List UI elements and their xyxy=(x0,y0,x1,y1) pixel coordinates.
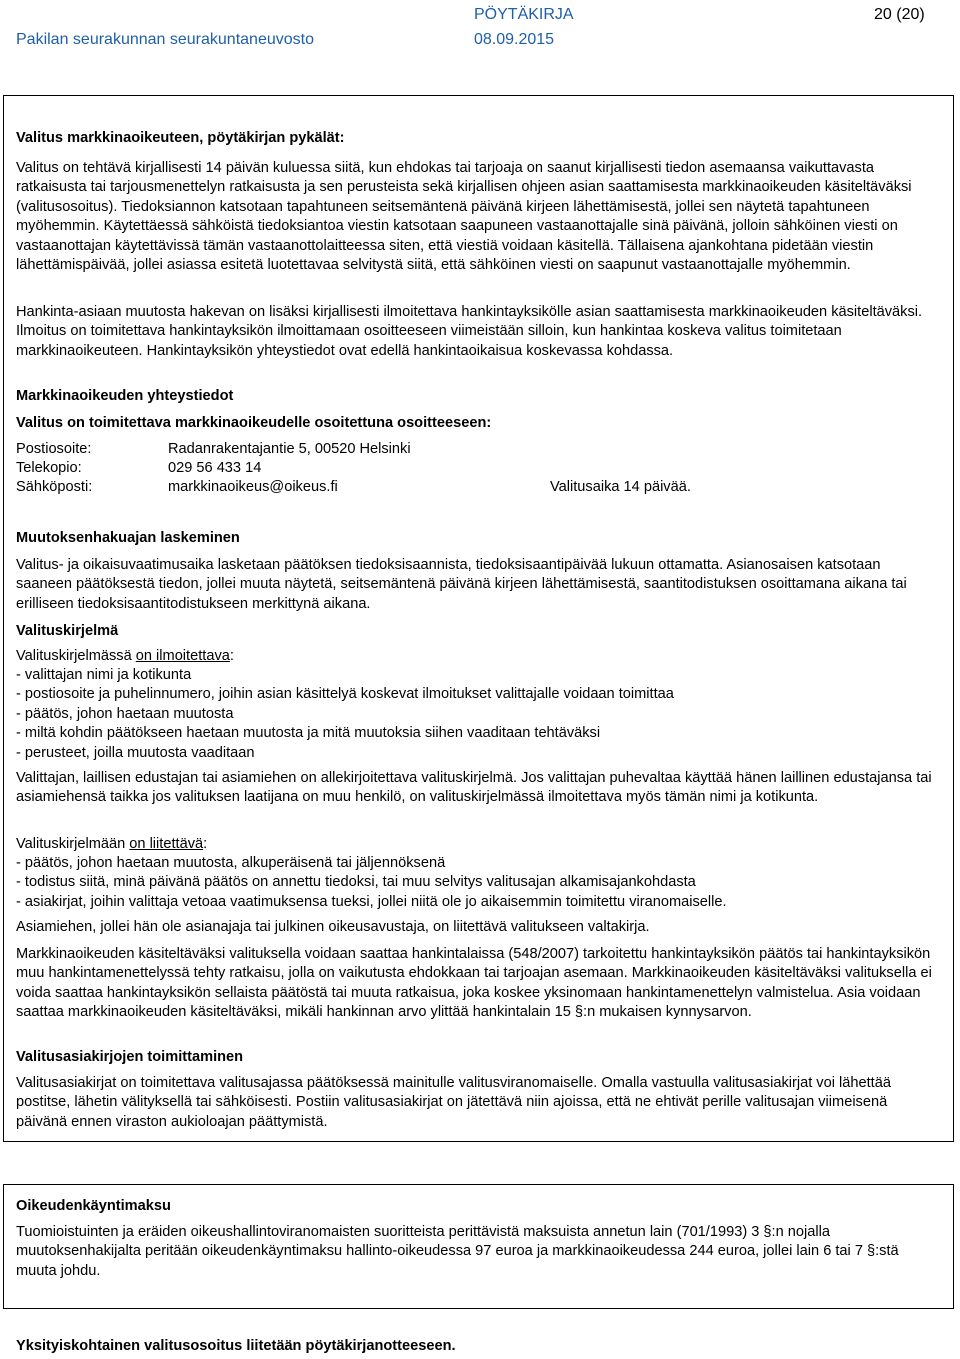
page-number: 20 (20) xyxy=(874,6,925,23)
delivery-paragraph: Valitusasiakirjat on toimitettava valitusajassa päätöksessä mainitulle valitusviranomaiselle. Omalla vastuulla valitusasiakirjat voi lähettää postitse, lähetin välityksellä tai sähköisesti. Postiin valitusasiakirjat on jätettävä niin ajoissa, että ne ehtivät perille valitusajan viimeisenä päivänä ennen viraston aukioloajan päättymistä. xyxy=(16,1075,891,1130)
fee-heading: Oikeudenkäyntimaksu xyxy=(16,1198,171,1214)
appeal-paragraph-1: Valitus on tehtävä kirjallisesti 14 päivän kuluessa siitä, kun ehdokas tai tarjoaja on saanut kirjallisesti tiedon asemaansa vaikuttavasta ratkaisusta tai tarjousmenettelyn ratkaisusta ja sen perusteista sekä kirjallisen ohjeen asian saattamisesta markkinaoikeuden käsiteltäväksi (valitusosoitus). Tiedoksiannon katsotaan tapahtuneen seitsemäntenä päivänä kirjeen lähettämisestä, jollei sen näytetä tapahtuneen myöhemmin. Käytettäessä sähköistä tiedoksiantoa viestin katsotaan saapuneen vastaanottajalle sinä päivänä, jolloin sähköinen viesti on vastaanottajan käytettävissä tämän vastaanottolaitteessa siten, että viestiä voidaan käsitellä. Tällaisena ajankohtana pidetään viestin lähettämispäivää, jollei asiassa esitetä luotettavaa selvitystä siitä, että sähköinen viesti on saapunut vastaanottajalle myöhemmin. xyxy=(16,160,912,274)
appeal-paragraph-2: Hankinta-asiaan muutosta hakevan on lisäksi kirjallisesti ilmoitettava hankintayksikölle asian saattamisesta markkinaoikeuden käsiteltäväksi. Ilmoitus on toimitettava hankintayksikön ilmoittamaan osoitteeseen viimeistään silloin, kun hankintaa koskeva valitus toimitetaan markkinaoikeuteen. Hankintayksikön yhteystiedot ovat edellä hankintaoikaisua koskevassa kohdassa. xyxy=(16,304,923,359)
fax-value: 029 56 433 14 xyxy=(168,460,262,476)
fee-paragraph: Tuomioistuinten ja eräiden oikeushallintoviranomaisten suoritteista perittävistä maksuista annetun lain (701/1993) 3 §:n nojalla muutoksenhakijalta peritään oikeudenkäyntimaksu hallinto-oikeudessa 97 euroa ja markkinaoikeudessa 244 euroa, jollei lain 6 tai 7 §:stä muuta johdu. xyxy=(16,1224,899,1279)
letter-intro: Valituskirjelmässä on ilmoitettava: xyxy=(16,648,234,664)
calc-heading: Muutoksenhakuajan laskeminen xyxy=(16,530,240,546)
delivery-heading: Valitusasiakirjojen toimittaminen xyxy=(16,1049,244,1065)
list-item: - valittajan nimi ja kotikunta xyxy=(16,667,192,683)
attachment-intro: Valituskirjelmään on liitettävä: xyxy=(16,836,208,852)
email-value: markkinaoikeus@oikeus.fi xyxy=(168,479,338,495)
list-item: - todistus siitä, minä päivänä päätös on annettu tiedoksi, tai muu selvitys valitusajan alkamisajankohdasta xyxy=(16,874,696,891)
market-court-contact-heading: Markkinaoikeuden yhteystiedot xyxy=(16,388,234,404)
fax-label: Telekopio: xyxy=(16,460,82,476)
list-item: - asiakirjat, joihin valittaja vetoaa vaatimuksensa tueksi, jollei niitä ole jo aikaisemmin toimitettu viranomaiselle. xyxy=(16,893,727,910)
list-item: - perusteet, joilla muutosta vaaditaan xyxy=(16,744,255,761)
list-item: - päätös, johon haetaan muutosta, alkuperäisenä tai jäljennöksenä xyxy=(16,855,446,871)
list-item: - päätös, johon haetaan muutosta xyxy=(16,705,234,722)
meeting-date: 08.09.2015 xyxy=(474,31,555,48)
appeal-period: Valitusaika 14 päivää. xyxy=(550,479,691,495)
footer-note: Yksityiskohtainen valitusosoitus liitetään pöytäkirjanotteeseen. xyxy=(16,1338,456,1354)
address-heading: Valitus on toimitettava markkinaoikeudelle osoitettuna osoitteeseen: xyxy=(16,415,492,431)
email-label: Sähköposti: xyxy=(16,479,93,495)
calc-paragraph: Valitus- ja oikaisuvaatimusaika lasketaan päätöksen tiedoksisaannista, tiedoksisaantipäivää lukuun ottamatta. Asianosaisen katsotaan saaneen päätöksestä tiedon, jollei muuta näytetä, seitsemäntenä päivänä kirjeen lähettämisestä, saantitodistuksen osoittamana aikana tai erilliseen tiedoksisaantitodistukseen merkittynä aikana. xyxy=(16,557,907,612)
document-type: PÖYTÄKIRJA xyxy=(474,6,574,23)
market-court-paragraph: Markkinaoikeuden käsiteltäväksi valituksella voidaan saattaa hankintalaissa (548/2007) tarkoitettu hankintayksikön päätös tai hankintayksikön muu hankintamenettelyssä tehty ratkaisu, jolla on vaikutusta ehdokkaan tai tarjoajan asemaan. Markkinaoikeuden käsiteltäväksi valituksella ei voida saattaa hankintayksikön sellaista päätöstä tai muuta ratkaisua, joka koskee yksinomaan hankintamenettelyn valmistelua. Asia voidaan saattaa markkinaoikeuden käsiteltäväksi, mikäli hankinnan arvo ylittää hankintalain 15 §:n mukaisen kynnysarvon. xyxy=(16,946,932,1021)
list-item: - postiosoite ja puhelinnumero, joihin asian käsittelyä koskevat ilmoitukset valittajalle voidaan toimittaa xyxy=(16,686,674,703)
signing-paragraph: Valittajan, laillisen edustajan tai asiamiehen on allekirjoitettava valituskirjelmä. Jos valittajan puhevaltaa käyttää hänen laillinen edustajansa tai asiamiehensä taikka jos valituksen laatijana on muu henkilö, on valituskirjelmässä ilmoitettava myös tämän nimi ja kotikunta. xyxy=(16,770,932,806)
letter-heading: Valituskirjelmä xyxy=(16,623,119,639)
postal-value: Radanrakentajantie 5, 00520 Helsinki xyxy=(168,441,411,457)
postal-label: Postiosoite: xyxy=(16,441,92,457)
proxy-paragraph: Asiamiehen, jollei hän ole asianajaja tai julkinen oikeusavustaja, on liitettävä valitukseen valtakirja. xyxy=(16,919,650,935)
attachment-list xyxy=(16,854,940,912)
letter-item-list xyxy=(16,666,940,763)
appeal-heading: Valitus markkinaoikeuteen, pöytäkirjan pykälät: xyxy=(16,130,345,146)
list-item: - miltä kohdin päätökseen haetaan muutosta ja mitä muutoksia siihen vaaditaan tehtäväksi xyxy=(16,725,601,742)
organization-name: Pakilan seurakunnan seurakuntaneuvosto xyxy=(16,31,314,48)
